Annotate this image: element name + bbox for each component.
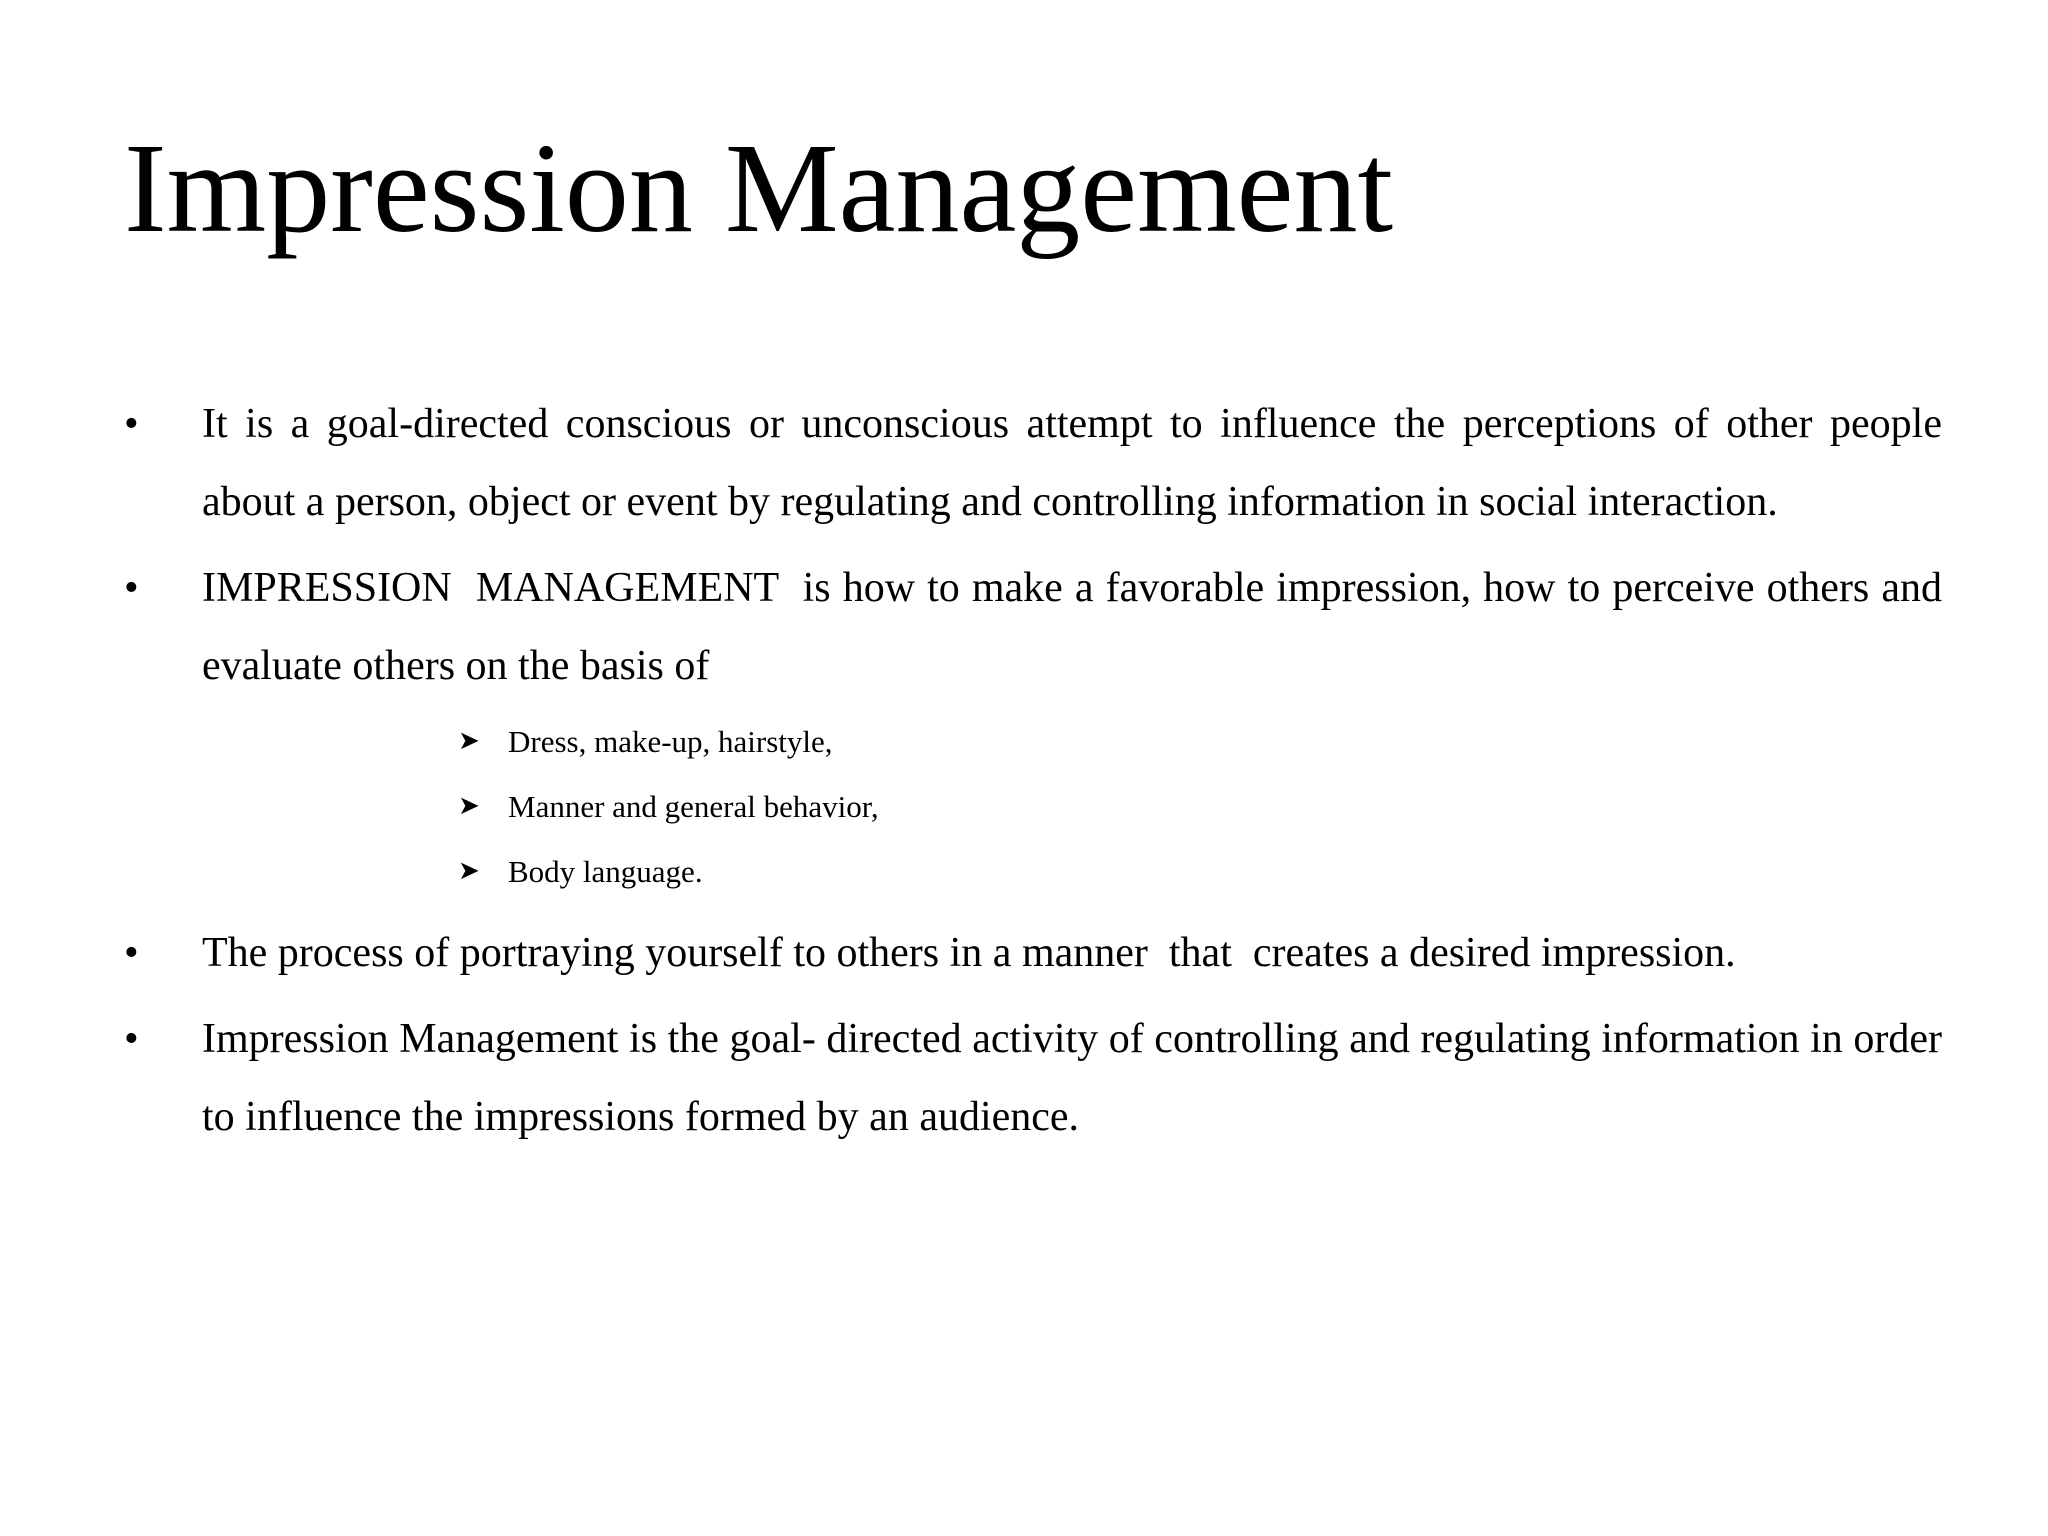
bullet-marker-icon: • <box>124 565 139 611</box>
bullet-text: The process of portraying yourself to others in a manner that creates a desired impression. <box>202 930 1736 976</box>
bullet-item <box>124 914 1942 992</box>
arrow-bullet-icon: ➤ <box>458 856 480 886</box>
bullet-marker-icon: • <box>124 401 139 447</box>
arrow-bullet-icon: ➤ <box>458 791 480 821</box>
bullet-text: It is a goal-directed conscious or unconscious attempt to influence the perceptions of other people about a person, object or event by regulating and controlling information in social interaction. <box>202 401 1942 525</box>
slide-title: Impression Management <box>124 117 1393 259</box>
bullet-text: Impression Management is the goal- directed activity of controlling and regulating information in order to influence the impressions formed by an audience. <box>202 1016 1942 1140</box>
bullet-item <box>124 1000 1942 1156</box>
arrow-bullet-icon: ➤ <box>458 726 480 756</box>
bullet-item <box>124 549 1953 904</box>
sub-bullet-item <box>458 774 1942 839</box>
sub-bullet-item <box>458 709 1942 774</box>
bullet-text: IMPRESSION MANAGEMENT is how to make a favorable impression, how to perceive others and evaluate others on the basis of <box>202 565 1953 689</box>
sub-bullet-list <box>202 709 1942 904</box>
sub-bullet-item <box>458 839 1942 904</box>
bullet-list <box>124 385 1953 1164</box>
sub-bullet-text: Body language. <box>508 854 703 889</box>
bullet-marker-icon: • <box>124 930 139 976</box>
sub-bullet-text: Dress, make-up, hairstyle, <box>508 724 833 759</box>
bullet-marker-icon: • <box>124 1016 139 1062</box>
sub-bullet-text: Manner and general behavior, <box>508 789 879 824</box>
bullet-item <box>124 385 1942 541</box>
